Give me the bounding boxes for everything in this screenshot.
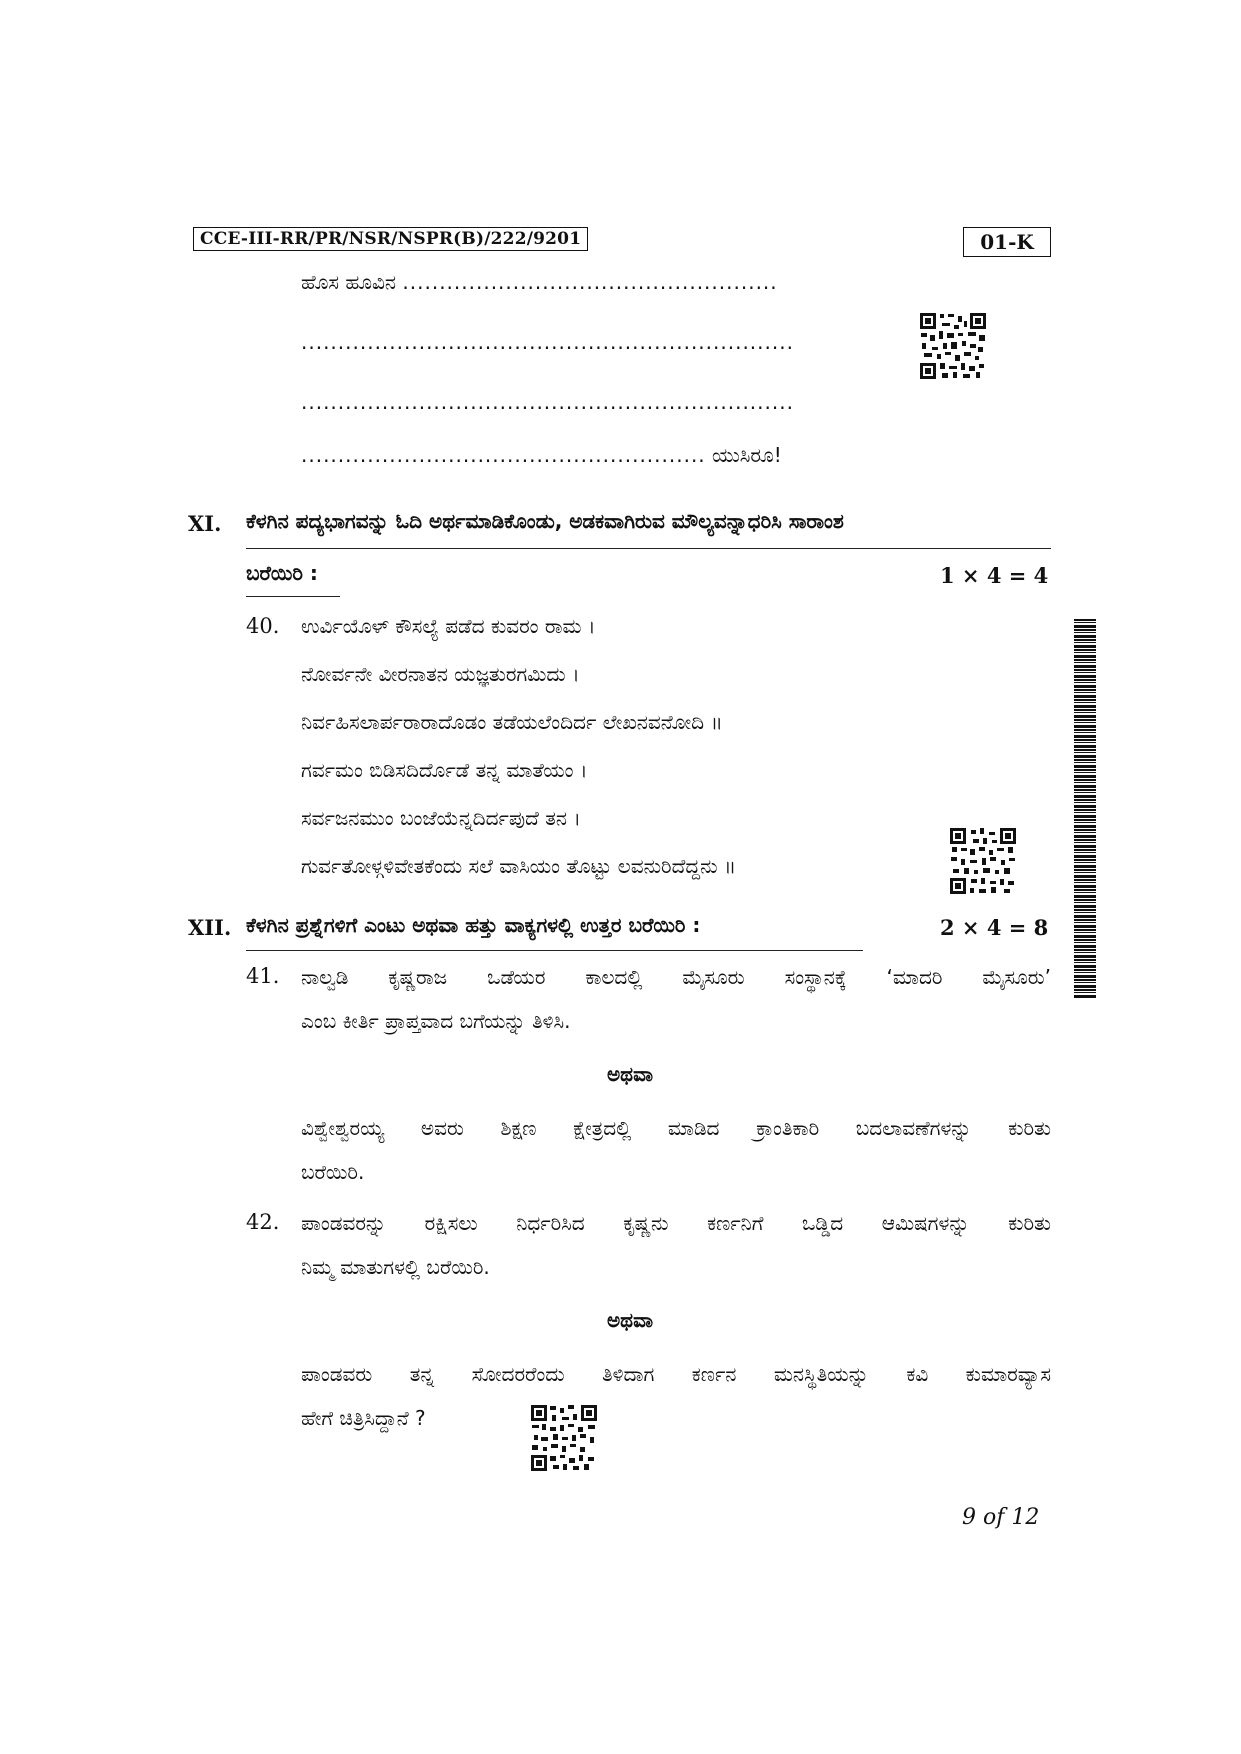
section-xii-instruction: ಕೆಳಗಿನ ಪ್ರಶ್ನೆಗಳಿಗೆ ಎಂಟು ಅಥವಾ ಹತ್ತು ವಾಕ್ಯಗಳಲ್ಲಿ ಉತ್ತರ ಬರೆಯಿರಿ : [246, 913, 701, 937]
section-xii-underline [246, 950, 863, 951]
question-42-text [301, 1201, 1051, 1289]
qr-code-top [918, 311, 988, 381]
poem-line-3: ನಿರ್ವಹಿಸಲಾರ್ಪರಾರಾದೊಡಂ ತಡೆಯಲೆಂದಿರ್ದ ಲೇಖನವನೋದಿ ॥ [301, 710, 723, 734]
qr-code-middle [948, 826, 1018, 896]
poem-line-6: ಗುರ್ವತೋಳ್ಗಳಿವೇತಕೆಂದು ಸಲೆ ವಾಸಿಯಂ ತೊಟ್ಟು ಲವನುರಿದೆದ್ದನು ॥ [301, 854, 737, 878]
question-42-or: ಅಥವಾ [607, 1308, 653, 1332]
fill-line-4 [301, 443, 782, 467]
section-xi-instruction-line1: ಕೆಳಗಿನ ಪದ್ಯಭಾಗವನ್ನು ಓದಿ ಅರ್ಥಮಾಡಿಕೊಂಡು, ಅಡಕವಾಗಿರುವ ಮೌಲ್ಯವನ್ನಾಧರಿಸಿ ಸಾರಾಂಶ [246, 509, 844, 533]
section-xi-marks: 1 × 4 = 4 [940, 563, 1049, 588]
question-41-text [301, 955, 1051, 1043]
fill-line-2: ................................................................... [301, 330, 794, 354]
poem-line-4: ಗರ್ವಮಂ ಬಿಡಿಸದಿರ್ದೊಡೆ ತನ್ನ ಮಾತೆಯಂ । [301, 758, 588, 782]
paper-code: CCE-III-RR/PR/NSR/NSPR(B)/222/9201 [193, 227, 588, 251]
question-42-alt-text [301, 1352, 1051, 1440]
question-41-or: ಅಥವಾ [607, 1062, 653, 1086]
qr-code-bottom [529, 1403, 599, 1473]
question-41-number: 41. [246, 964, 280, 988]
set-code: 01-K [963, 227, 1051, 257]
question-42-line-1: ಪಾಂಡವರನ್ನು ರಕ್ಷಿಸಲು ನಿರ್ಧರಿಸಿದ ಕೃಷ್ಣನು ಕರ್ಣನಿಗೆ ಒಡ್ಡಿದ ಆಮಿಷಗಳನ್ನು ಕುರಿತು [301, 1211, 1051, 1235]
section-xi-number: XI. [188, 511, 222, 536]
fill-line-1-prefix: ಹೊಸ ಹೂವಿನ [301, 270, 397, 294]
section-xi-instruction-line2: ಬರೆಯಿರಿ : [246, 561, 318, 585]
question-41-alt-line-2: ಬರೆಯಿರಿ. [301, 1160, 365, 1184]
barcode [1074, 619, 1096, 999]
question-41-line-1: ನಾಲ್ವಡಿ ಕೃಷ್ಣರಾಜ ಒಡೆಯರ ಕಾಲದಲ್ಲಿ ಮೈಸೂರು ಸಂಸ್ಥಾನಕ್ಕೆ ‘ಮಾದರಿ ಮೈಸೂರು’ [301, 965, 1051, 989]
poem-line-5: ಸರ್ವಜನಮುಂ ಬಂಜೆಯೆನ್ನದಿರ್ದಪುದೆ ತನ । [301, 806, 581, 830]
poem-line-1: ಉರ್ವಿಯೊಳ್ ಕೌಸಲ್ಯೆ ಪಡೆದ ಕುವರಂ ರಾಮ । [301, 614, 596, 638]
fill-line-4-suffix: ಯುಸಿರೂ! [712, 443, 782, 467]
fill-line-4-dots: ....................................................... [301, 443, 706, 467]
poem-line-2: ನೋರ್ವನೇ ವೀರನಾತನ ಯಜ್ಞತುರಗಮಿದು । [301, 662, 580, 686]
question-42-number: 42. [246, 1210, 280, 1234]
section-xii-marks: 2 × 4 = 8 [940, 915, 1049, 940]
question-41-alt-text [301, 1106, 1051, 1194]
question-40-number: 40. [246, 614, 280, 638]
question-41-alt-line-1: ವಿಶ್ವೇಶ್ವರಯ್ಯ ಅವರು ಶಿಕ್ಷಣ ಕ್ಷೇತ್ರದಲ್ಲಿ ಮಾಡಿದ ಕ್ರಾಂತಿಕಾರಿ ಬದಲಾವಣೆಗಳನ್ನು ಕುರಿತು [301, 1116, 1051, 1140]
fill-line-3: ................................................................... [301, 390, 794, 414]
page-number: 9 of 12 [962, 1505, 1040, 1530]
question-41-line-2: ಎಂಬ ಕೀರ್ತಿ ಪ್ರಾಪ್ತವಾದ ಬಗೆಯನ್ನು ತಿಳಿಸಿ. [301, 1009, 571, 1033]
section-xii-number: XII. [188, 915, 232, 940]
fill-line-1-dots: ................................................... [402, 270, 778, 294]
section-xi-underline-1 [246, 548, 1051, 549]
fill-line-1 [301, 270, 778, 294]
question-42-alt-line-1: ಪಾಂಡವರು ತನ್ನ ಸೋದರರೆಂದು ತಿಳಿದಾಗ ಕರ್ಣನ ಮನಸ್ಥಿತಿಯನ್ನು ಕವಿ ಕುಮಾರವ್ಯಾಸ [301, 1362, 1051, 1386]
question-42-alt-line-2: ಹೇಗೆ ಚಿತ್ರಿಸಿದ್ದಾನೆ ? [301, 1406, 426, 1430]
section-xi-underline-2 [246, 596, 340, 597]
question-42-line-2: ನಿಮ್ಮ ಮಾತುಗಳಲ್ಲಿ ಬರೆಯಿರಿ. [301, 1255, 490, 1279]
